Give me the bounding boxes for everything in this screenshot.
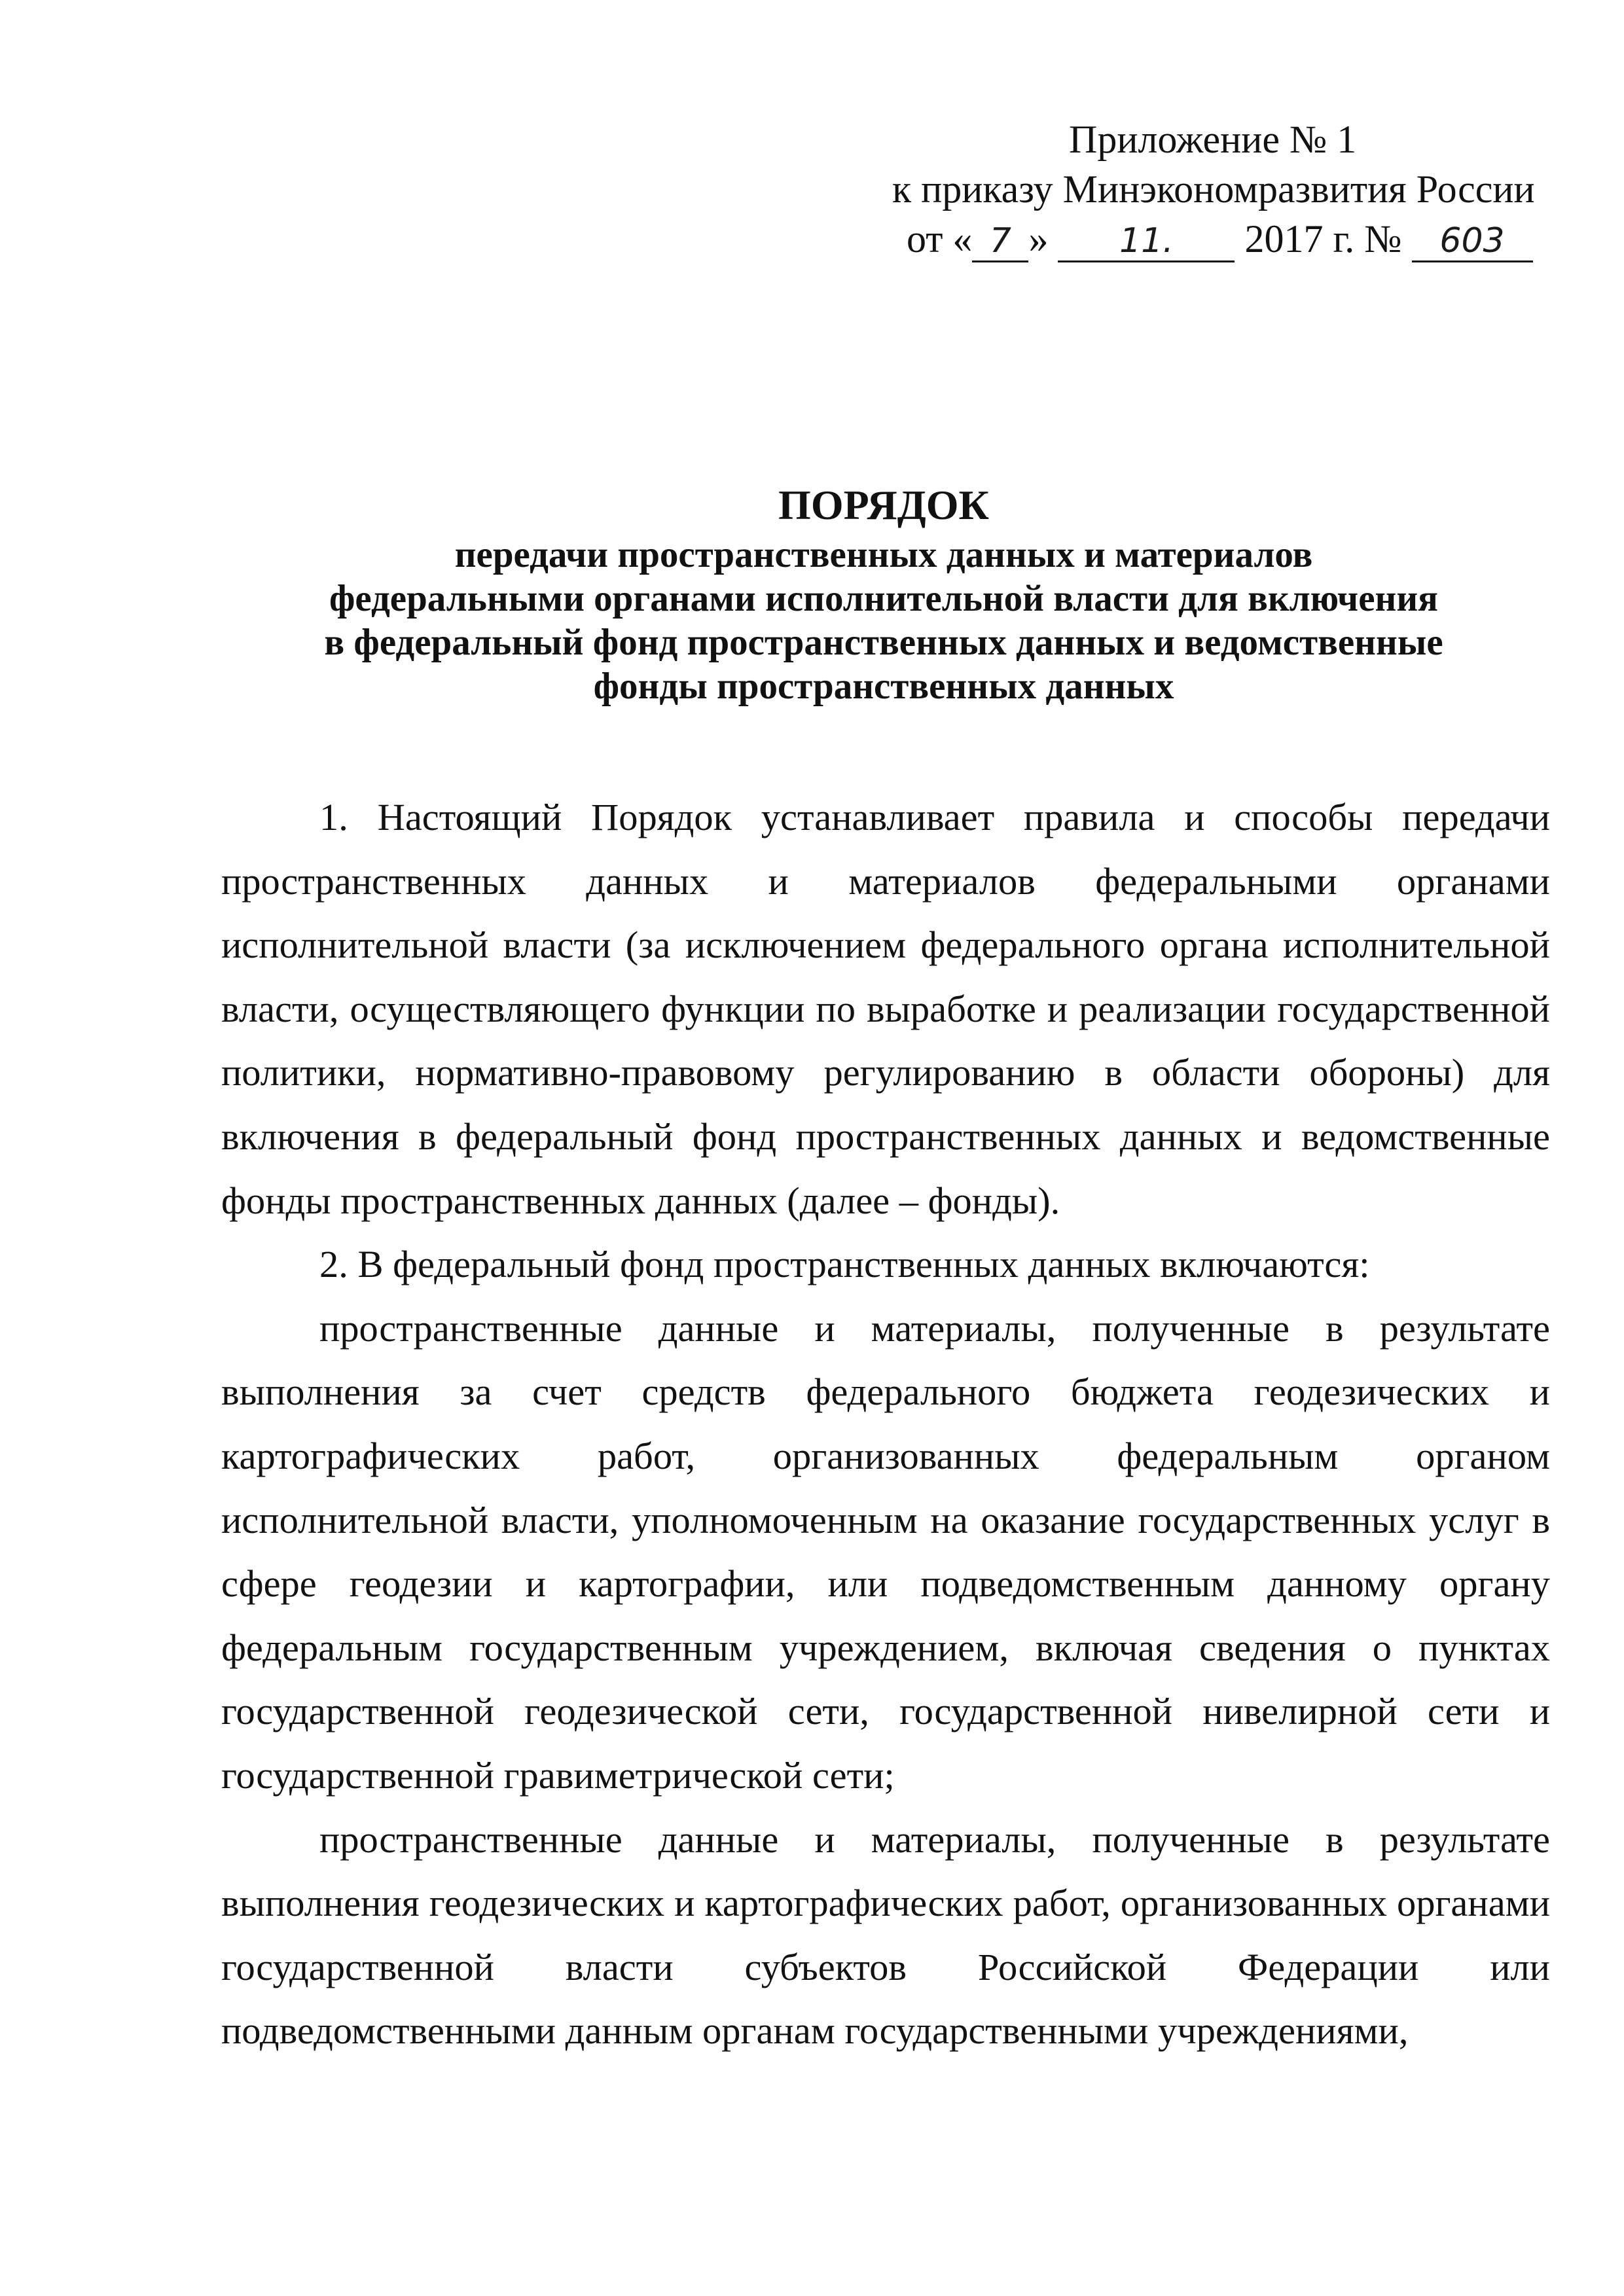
paragraph: пространственные данные и материалы, полученные в результате выполнения за счет средств федерального бюджета геодезических и картографических работ, организованных федеральным органом исполнительной власти, уполномоченным на оказание государственных услуг в сфере геодезии и картографии, или подведомственным данному органу федеральным государственным учреждением, включая сведения о пунктах государственной геодезической сети, государственной нивелирной сети и государственной гравиметрической сети; [221, 1306, 1550, 1797]
paragraph: пространственные данные и материалы, полученные в результате выполнения геодезических и картографических работ, организованных органами государственной власти субъектов Российской Федерации или подведомственными данным органам государственными учреждениями, [221, 1818, 1550, 2053]
title-line: фонды пространственных данных [593, 666, 1174, 707]
date-prefix: от « [907, 217, 973, 260]
title-line: передачи пространственных данных и материалов [454, 534, 1313, 575]
annex-header [851, 115, 1545, 264]
order-number-handwritten: 603 [1412, 221, 1533, 262]
date-year: 2017 г. № [1244, 217, 1402, 260]
date-mid: » [1028, 217, 1049, 260]
document-title [216, 478, 1551, 708]
annex-label: Приложение № 1 [1069, 118, 1357, 161]
date-day-handwritten: 7 [972, 221, 1028, 262]
document-body [221, 785, 1550, 2063]
paragraph: 2. В федеральный фонд пространственных данных включаются: [319, 1243, 1370, 1286]
title-main: ПОРЯДОК [778, 482, 989, 528]
paragraph: 1. Настоящий Порядок устанавливает правила и способы передачи пространственных данных и материалов федеральными органами исполнительной власти (за исключением федерального органа исполнительной власти, осуществляющего функции по выработке и реализации государственной политики, нормативно-правовому регулированию в области обороны) для включения в федеральный фонд пространственных данных и ведомственные фонды пространственных данных (далее – фонды). [221, 796, 1550, 1222]
order-reference: к приказу Минэкономразвития России [892, 168, 1535, 211]
title-line: федеральными органами исполнительной власти для включения [329, 578, 1439, 619]
order-date-line [851, 214, 1545, 264]
date-month-handwritten: 11. [1058, 221, 1235, 262]
title-line: в федеральный фонд пространственных данных и ведомственные [324, 622, 1443, 663]
